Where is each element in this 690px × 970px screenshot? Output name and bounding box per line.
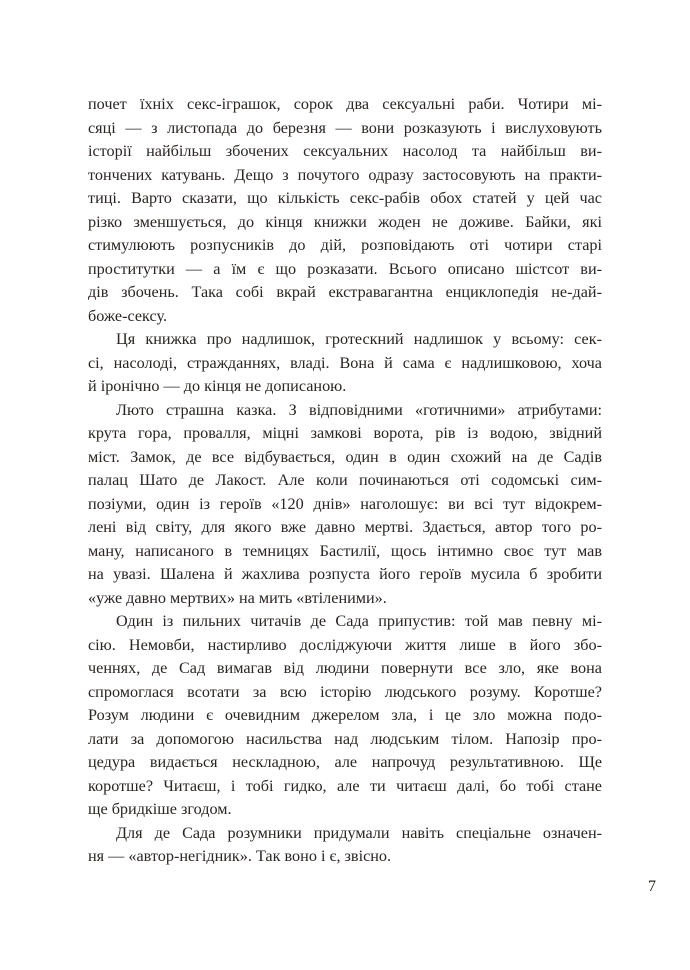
text-line: тиці. Варто сказати, що кількість секс-рабів обох статей у цей час [88,189,602,207]
text-line: спромоглася всотати за всю історію людського розуму. Коротше? [88,682,602,701]
text-line: Для де Сада розумники придумали навіть спеціальне означен- [116,823,602,842]
paragraph-5 [88,822,602,869]
text-line: історії найбільш збочених сексуальних насолод та найбільш ви- [88,142,602,160]
text-line: сію. Немовби, настирливо досліджуючи життя лише в його збо- [88,635,602,654]
text-line: міст. Замок, де все відбувається, один в один схожий на де Садів [88,447,602,466]
body-text [88,93,602,869]
text-line: лені від світу, для якого вже давно мертві. Здається, автор того ро- [88,518,602,536]
text-line: на увазі. Шалена й жахлива розпуста його героїв мусила б зробити [88,565,602,583]
text-line: стимулюють розпусників до дій, розповідають оті чотири старі [88,236,602,254]
text-line: сі, насолоді, стражданнях, владі. Вона й сама є надлишковою, хоча [88,353,602,372]
text-line: проститутки — а їм є що розказати. Всього описано шістсот ви- [88,259,602,278]
text-line: ще бридкіше згодом. [88,800,232,818]
text-line: дів збочень. Така собі вкрай екстравагантна енциклопедія не-дай- [88,283,602,301]
text-line: почет їхніх секс-іграшок, сорок два сексуальні раби. Чотири мі- [88,95,602,113]
text-line: різко зменшується, до кінця книжки жоден не доживе. Байки, які [88,212,602,231]
text-line: тончених катувань. Дещо з почутого одразу застосовують на практи- [88,165,602,184]
text-line: крута гора, провалля, міцні замкові ворота, рів із водою, звідний [88,424,602,442]
paragraph-4 [88,610,602,822]
paragraph-3 [88,399,602,611]
text-line: палац Шато де Лакост. Але коли починаються оті содомські сим- [88,471,602,489]
text-line: ня — «автор-негідник». Так воно і є, звісно. [88,847,392,865]
text-line: Один із пильних читачів де Сада припустив: той мав певну мі- [116,612,602,630]
text-line: сяці — з листопада до березня — вони розказують і вислуховують [88,118,602,137]
text-line: Розум людини є очевидним джерелом зла, і це зло можна подо- [88,706,602,724]
paragraph-1 [88,93,602,328]
paragraph-2 [88,328,602,399]
text-line: коротше? Читаєш, і тобі гидко, але ти читаєш далі, бо тобі стане [88,776,602,795]
text-line: Люто страшна казка. З відповідними «готичними» атрибутами: [116,400,602,419]
text-line: цедура видається нескладною, але напрочуд результативною. Ще [88,753,602,771]
text-line: ченнях, де Сад вимагав від людини повернути все зло, яке вона [88,659,602,677]
text-line: й іронічно — до кінця не дописаною. [88,377,347,395]
text-line: ману, написаного в темницях Бастилії, щось інтимно своє тут мав [88,541,602,560]
text-line: боже-сексу. [88,306,167,325]
text-line: Ця книжка про надлишок, гротескний надлишок у всьому: сек- [116,330,602,348]
text-line: позіуми, один із героїв «120 днів» наголошує: ви всі тут відокрем- [88,494,602,513]
text-line: лати за допомогою насильства над людським тілом. Напозір про- [88,729,602,748]
page-number: 7 [648,878,656,895]
text-line: «уже давно мертвих» на мить «втіленими». [88,588,387,607]
